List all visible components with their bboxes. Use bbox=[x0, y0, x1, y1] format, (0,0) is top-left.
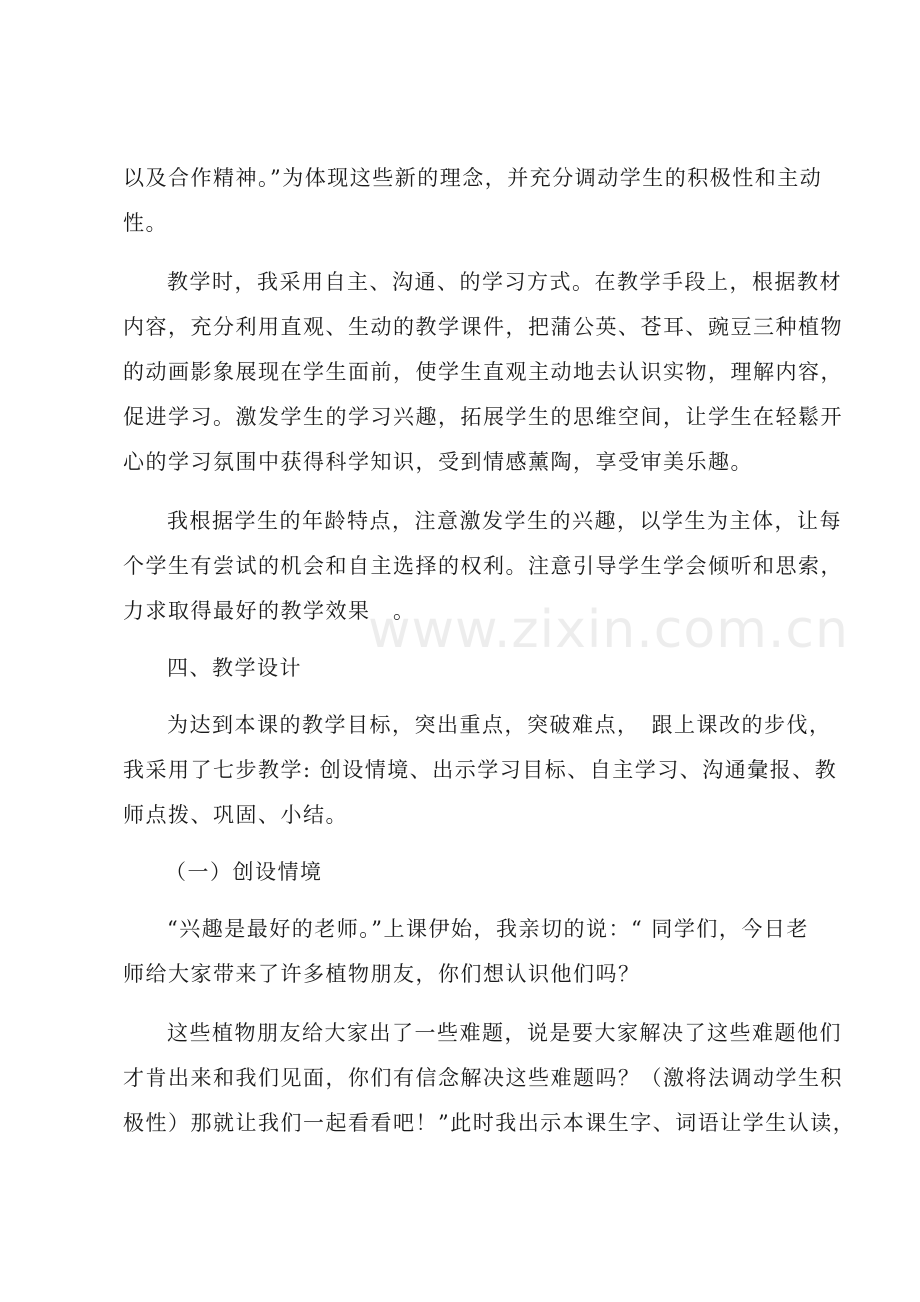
watermark: www.zixin.com.cn bbox=[368, 600, 849, 660]
text-line: 内容，充分利用直观、生动的教学课件，把蒲公英、苍耳、豌豆三种植物 bbox=[123, 315, 843, 339]
text-line: 心的学习氛围中获得科学知识，受到情感薰陶，享受审美乐趣。 bbox=[123, 450, 753, 474]
text-line: 极性）那就让我们一起看看吧！”此时我出示本课生字、词语让学生认读， bbox=[123, 1111, 856, 1135]
text-line: 教学时，我采用自主、沟通、的学习方式。在教学手段上，根据教材 bbox=[167, 270, 842, 294]
text-line: 这些植物朋友给大家出了一些难题，说是要大家解决了这些难题他们 bbox=[167, 1021, 842, 1045]
text-line: 为达到本课的教学目标，突出重点，突破难点， 跟上课改的步伐， bbox=[167, 713, 832, 737]
text-line: 促进学习。激发学生的学习兴趣，拓展学生的思维空间，让学生在轻鬆开 bbox=[123, 405, 843, 429]
text-line: 才肯出来和我们见面，你们有信念解决这些难题吗？（激将法调动学生积 bbox=[123, 1066, 843, 1090]
text-line: 个学生有尝试的机会和自主选择的权利。注意引导学生学会倾听和思索， bbox=[123, 554, 843, 578]
text-line: 我根据学生的年龄特点，注意激发学生的兴趣，以学生为主体，让每 bbox=[167, 509, 842, 533]
text-line: 的动画影象展现在学生面前，使学生直观主动地去认识实物，理解内容， bbox=[123, 360, 843, 384]
section-heading: 四、教学设计 bbox=[167, 656, 302, 680]
text-line: 我采用了七步教学: 创设情境、出示学习目标、自主学习、沟通彙报、教 bbox=[123, 758, 838, 782]
body-text bbox=[123, 156, 856, 1146]
text-line: 以及合作精神。”为体现这些新的理念，并充分调动学生的积极性和主动 bbox=[123, 166, 823, 190]
text-line: 师点拨、巩固、小结。 bbox=[123, 803, 348, 827]
text-line: 师给大家带来了许多植物朋友，你们想认识他们吗？ bbox=[123, 962, 641, 986]
text-line: 性。 bbox=[123, 211, 168, 235]
subsection-heading: （一）创设情境 bbox=[165, 860, 323, 884]
text-line: “兴趣是最好的老师。”上课伊始，我亲切的说：“ 同学们，今日老 bbox=[167, 917, 809, 941]
text-line: 力求取得最好的教学效果 。 bbox=[123, 599, 416, 623]
